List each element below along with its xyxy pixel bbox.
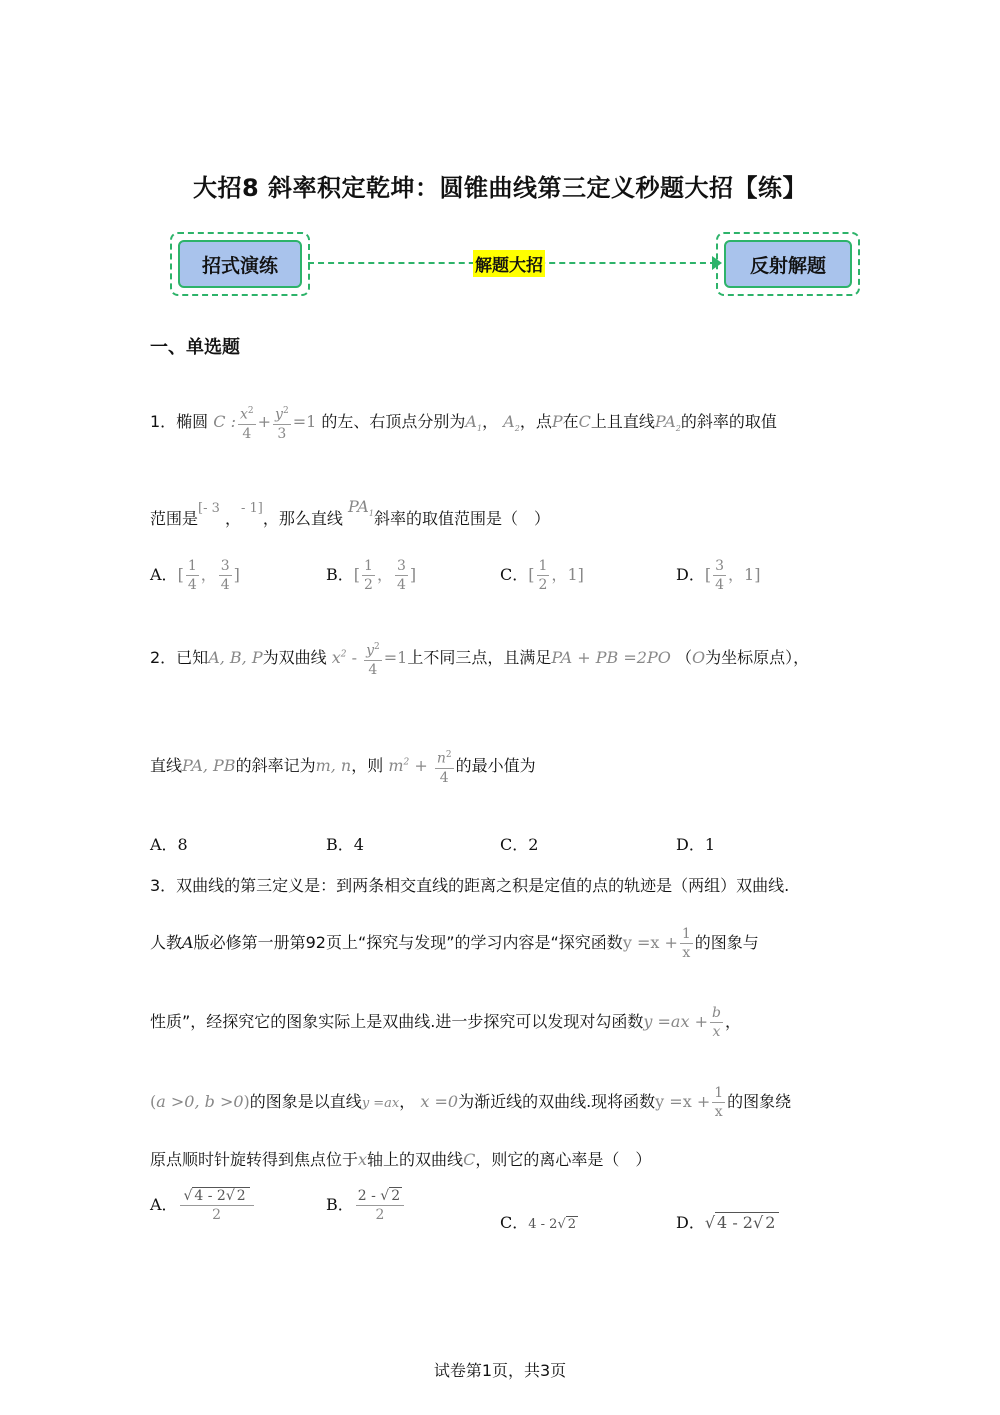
q1-math: - 1] xyxy=(241,501,263,516)
q3-math: C xyxy=(463,1150,476,1169)
q1-option-b[interactable]: B．[ $\frac{1}{2}$ ， $\frac{3}{4}$ ] xyxy=(326,558,417,593)
option-label: C．2 xyxy=(500,835,539,854)
option-label: D． xyxy=(676,1213,705,1232)
page-title: 大招8 斜率积定乾坤：圆锥曲线第三定义秒题大招【练】 xyxy=(192,174,808,202)
q3-text: A xyxy=(182,933,194,952)
q1-text: 的斜率的取值 xyxy=(680,411,777,431)
q1-text: 上且直线 xyxy=(590,411,655,431)
flow-left-label: 招式演练 xyxy=(178,240,302,288)
page-footer: 试卷第1页，共3页 xyxy=(433,1361,567,1380)
q3-option-b[interactable]: B． $\frac{2 - √ 2}{2}$ xyxy=(326,1187,406,1224)
q2-math: $\frac{y^2}{4}$ xyxy=(366,642,380,678)
q1-math: P xyxy=(551,411,563,431)
option-label: D． xyxy=(676,565,705,584)
option-label: A．8 xyxy=(150,835,188,854)
q1-math: $A_1$ xyxy=(465,411,483,434)
q1-math: =1 xyxy=(292,411,317,431)
option-label: B． xyxy=(326,565,354,584)
q3-option-c[interactable]: C．4 - 2√ 2 xyxy=(500,1213,577,1232)
q2-text: ，则 xyxy=(351,755,384,775)
q3-text: 版必修第一册第92页上“探究与发现”的学习内容是“探究函数 xyxy=(193,933,623,952)
q3-line5 xyxy=(150,1147,651,1170)
q3-option-a[interactable]: A． $\frac{√ 4 - 2√ 2}{2}$ xyxy=(150,1187,256,1224)
q3-line2 xyxy=(150,925,759,962)
q3-text: 轴上的双曲线 xyxy=(367,1150,464,1169)
q3-text: 人教 xyxy=(150,933,183,952)
q3-math: x xyxy=(358,1150,368,1169)
q3-math: y =ax xyxy=(361,1096,400,1111)
q3-text: 性质”，经探究它的图象实际上是双曲线.进一步探究可以发现对勾函数 xyxy=(150,1012,644,1031)
q3-line1: 3．双曲线的第三定义是：到两条相交直线的距离之积是定值的点的轨迹是（两组）双曲线. xyxy=(150,876,790,895)
flow-diagram xyxy=(170,232,860,296)
q1-text: 斜率的取值范围是（ ） xyxy=(373,509,550,528)
q2-text: 直线 xyxy=(150,755,183,775)
q1-line1 xyxy=(150,402,777,443)
q1-text: ，那么直线 xyxy=(262,509,343,528)
flow-left-box xyxy=(170,232,310,296)
q3-text: 的图象与 xyxy=(694,933,759,952)
q1-math: $\frac{y^2}{3}$ xyxy=(275,406,289,442)
q2-option-b[interactable] xyxy=(326,832,364,855)
q2-math: m, n xyxy=(315,755,352,775)
q1-math: [- 3 xyxy=(198,501,220,516)
q3-math: y =x + xyxy=(622,933,678,952)
q1-text: 的左、右顶点分别为 xyxy=(321,411,466,431)
q2-option-a[interactable] xyxy=(150,832,188,855)
q1-math: $PA_2$ xyxy=(654,411,681,434)
q3-math: y =ax + xyxy=(643,1012,708,1031)
q3-math: x =0 xyxy=(420,1092,459,1111)
q3-math: y =x + xyxy=(655,1092,711,1111)
q1-option-c[interactable]: C．[ $\frac{1}{2}$ ，1] xyxy=(500,558,584,593)
option-label: B．4 xyxy=(326,835,364,854)
q3-line4: (a >0, b >0)的图象是以直线y =ax， x =0为渐近线的双曲线.现将函数y =x + $\frac{1}{x}$ 的图象绕 xyxy=(150,1085,792,1120)
q3-math: $\frac{1}{x}$ xyxy=(714,1085,724,1120)
q1-math: $\frac{x^2}{4}$ xyxy=(240,406,254,442)
q3-math: $\frac{1}{x}$ xyxy=(681,926,691,961)
q1-math: $PA_1$ xyxy=(347,497,374,519)
q2-math: $m^2$ xyxy=(388,755,410,775)
q2-text: （ xyxy=(675,647,692,667)
option-label: B． xyxy=(326,1195,354,1214)
option-label: A． xyxy=(150,565,178,584)
q1-text: 范围是 xyxy=(150,509,199,528)
q3-text: ， xyxy=(399,1092,416,1111)
option-label: A． xyxy=(150,1195,178,1214)
q1-text: ，点 xyxy=(519,411,552,431)
q2-text: 上不同三点，且满足 xyxy=(407,647,552,667)
q2-math: A, B, P xyxy=(208,647,263,667)
q3-text: 为渐近线的双曲线.现将函数 xyxy=(458,1092,656,1111)
q3-text: 的图象绕 xyxy=(727,1092,792,1111)
q3-math: $\frac{b}{x}$ xyxy=(711,1005,721,1040)
q1-option-d[interactable]: D．[ $\frac{3}{4}$ ，1] xyxy=(676,558,761,593)
q2-text: 为坐标原点）， xyxy=(705,647,810,667)
q2-text: 的斜率记为 xyxy=(235,755,316,775)
option-label: D．1 xyxy=(676,835,716,854)
q2-math: PA + PB =2PO xyxy=(551,647,671,667)
q2-math: PA, PB xyxy=(182,755,236,775)
q2-math: O xyxy=(691,647,706,667)
q2-math: $x^2$ xyxy=(331,647,347,667)
q1-text: 在 xyxy=(562,411,579,431)
option-label: C． xyxy=(500,565,529,584)
q2-line1: 2．已知A, B, P为双曲线 $x^2$ - $\frac{y^2}{4}$ =1上不同三点，且满足PA + PB =2PO （O为坐标原点）， xyxy=(150,638,809,679)
q3-text: 原点顺时针旋转得到焦点位于 xyxy=(150,1150,359,1169)
q1-text: ， xyxy=(482,411,499,431)
q3-text: ，则它的离心率是（ ） xyxy=(475,1150,652,1169)
q2-line2: 直线PA, PB的斜率记为m, n，则 $m^2$ + $\frac{n^2}{4}$ 的最小值为 xyxy=(150,746,536,787)
q2-text: 为双曲线 xyxy=(262,647,327,667)
flow-right-label: 反射解题 xyxy=(724,240,852,288)
q2-option-c[interactable] xyxy=(500,832,538,855)
q2-text: 的最小值为 xyxy=(455,755,536,775)
flow-right-box xyxy=(716,232,860,296)
q1-math: + xyxy=(257,411,272,431)
q3-text: 的图象是以直线 xyxy=(249,1092,362,1111)
q1-text: 1．椭圆 xyxy=(150,411,209,431)
q3-text: ， xyxy=(724,1012,741,1031)
q1-line2: 范围是$^{[- 3}$ ，$^{- 1]}$，那么直线 $PA_1$斜率的取值范围是（ ） xyxy=(150,497,550,528)
flow-middle-label: 解题大招 xyxy=(473,250,545,277)
q2-text: 2．已知 xyxy=(150,647,209,667)
q3-math: a >0, b >0 xyxy=(156,1092,244,1111)
q2-math: $\frac{n^2}{4}$ xyxy=(436,750,452,786)
q1-math: $A_2$ xyxy=(503,411,520,434)
q3-option-d[interactable]: D．√ 4 - 2√ 2 xyxy=(676,1210,779,1233)
q1-option-a[interactable]: A．[ $\frac{1}{4}$ ， $\frac{3}{4}$ ] xyxy=(150,558,240,593)
q2-option-d[interactable] xyxy=(676,832,715,855)
option-label: C． xyxy=(500,1213,529,1232)
section-heading: 一、单选题 xyxy=(150,337,240,358)
q1-math: C : xyxy=(213,411,236,431)
q3-line3 xyxy=(150,1004,741,1041)
q1-math: C xyxy=(578,411,591,431)
